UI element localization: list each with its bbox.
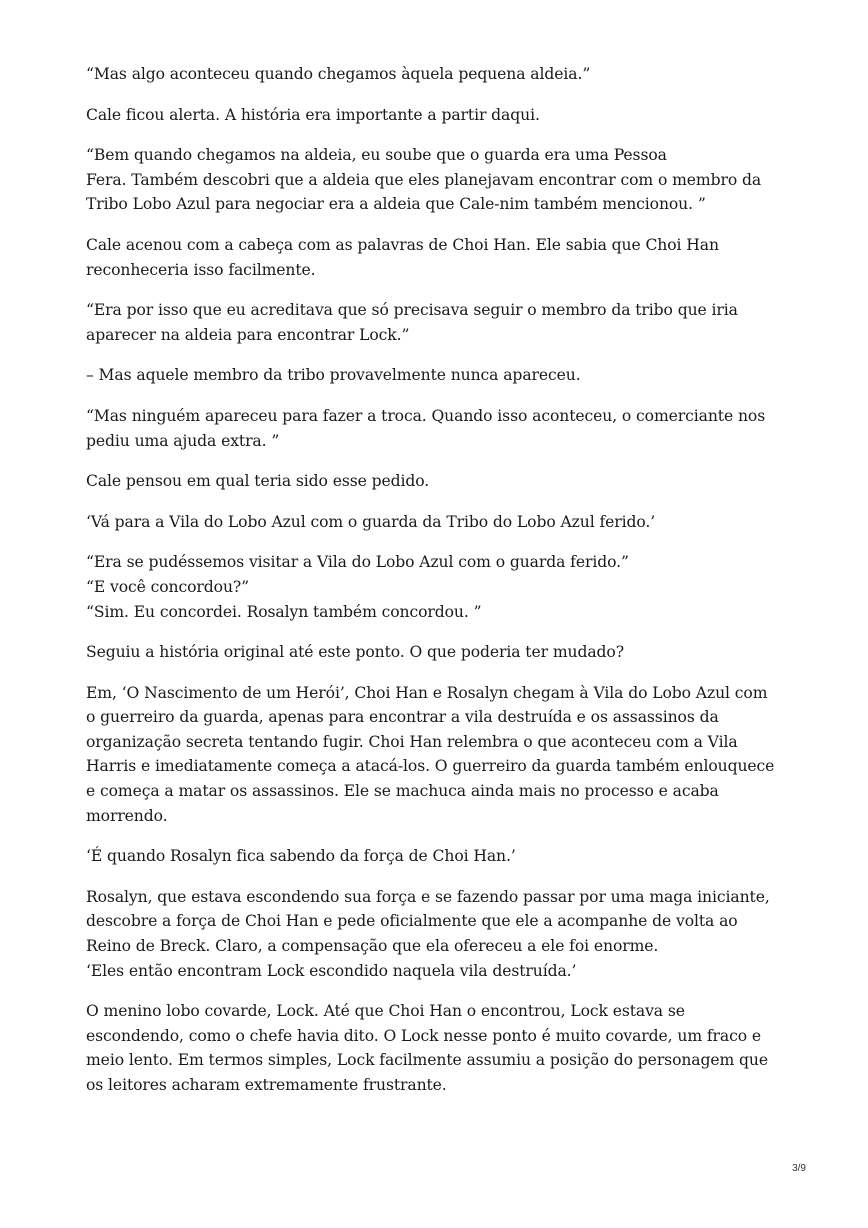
text-line: Cale pensou em qual teria sido esse pedido. (86, 472, 430, 491)
text-line: Harris e imediatamente começa a atacá-los. O guerreiro da guarda também enlouquece (86, 757, 775, 776)
paragraph-13 (86, 844, 786, 869)
paragraph-6 (86, 363, 786, 388)
text-line: o guerreiro da guarda, apenas para encontrar a vila destruída e os assassinos da (86, 708, 719, 727)
text-line: escondendo, como o chefe havia dito. O Lock nesse ponto é muito covarde, um fraco e (86, 1026, 761, 1045)
text-line: os leitores acharam extremamente frustrante. (86, 1076, 447, 1094)
text-line: Seguiu a história original até este ponto. O que poderia ter mudado? (86, 643, 624, 662)
text-line: “Mas ninguém apareceu para fazer a troca. Quando isso aconteceu, o comerciante nos (86, 406, 766, 425)
paragraph-7 (86, 404, 786, 453)
paragraph-10 (86, 550, 786, 624)
page-number: 3/9 (792, 1163, 806, 1174)
paragraph-1 (86, 62, 786, 87)
text-line: Cale acenou com a cabeça com as palavras de Choi Han. Ele sabia que Choi Han (86, 235, 719, 254)
text-line: Em, ‘O Nascimento de um Herói’, Choi Han e Rosalyn chegam à Vila do Lobo Azul com (86, 683, 768, 702)
text-line: ‘Eles então encontram Lock escondido naquela vila destruída.’ (86, 961, 577, 980)
paragraph-14 (86, 885, 786, 983)
text-line: meio lento. Em termos simples, Lock facilmente assumiu a posição do personagem que (86, 1051, 769, 1070)
paragraph-2 (86, 103, 786, 128)
text-line: “Bem quando chegamos na aldeia, eu soube que o guarda era uma Pessoa (86, 146, 667, 165)
text-line: “Sim. Eu concordei. Rosalyn também concordou. ” (86, 602, 482, 621)
text-line: ‘É quando Rosalyn fica sabendo da força de Choi Han.’ (86, 847, 516, 866)
text-line: aparecer na aldeia para encontrar Lock.” (86, 325, 410, 344)
paragraph-12 (86, 681, 786, 829)
text-line: “Mas algo aconteceu quando chegamos àquela pequena aldeia.” (86, 65, 591, 83)
text-line: “E você concordou?” (86, 577, 250, 596)
text-line: – Mas aquele membro da tribo provavelmente nunca apareceu. (86, 366, 581, 385)
text-line: ‘Vá para a Vila do Lobo Azul com o guarda da Tribo do Lobo Azul ferido.’ (86, 512, 656, 531)
paragraph-9 (86, 510, 786, 535)
paragraph-8 (86, 469, 786, 494)
text-line: descobre a força de Choi Han e pede oficialmente que ele a acompanhe de volta ao (86, 912, 738, 931)
paragraph-3 (86, 143, 786, 217)
text-line: Reino de Breck. Claro, a compensação que ela ofereceu a ele foi enorme. (86, 937, 659, 956)
text-line: pediu uma ajuda extra. ” (86, 431, 280, 450)
text-line: Cale ficou alerta. A história era importante a partir daqui. (86, 105, 540, 124)
text-line: Rosalyn, que estava escondendo sua força e se fazendo passar por uma maga iniciante, (86, 887, 770, 906)
paragraph-15 (86, 999, 786, 1097)
text-line: e começa a matar os assassinos. Ele se machuca ainda mais no processo e acaba (86, 782, 719, 801)
text-line: morrendo. (86, 806, 168, 825)
text-line: Tribo Lobo Azul para negociar era a aldeia que Cale-nim também mencionou. ” (86, 195, 706, 214)
text-line: “Era se pudéssemos visitar a Vila do Lobo Azul com o guarda ferido.” (86, 553, 629, 572)
paragraph-5 (86, 298, 786, 347)
paragraph-4 (86, 233, 786, 282)
paragraph-11 (86, 640, 786, 665)
text-line: O menino lobo covarde, Lock. Até que Choi Han o encontrou, Lock estava se (86, 1002, 685, 1021)
text-line: Fera. Também descobri que a aldeia que eles planejavam encontrar com o membro da (86, 170, 762, 189)
document-body (86, 62, 786, 1114)
text-line: organização secreta tentando fugir. Choi Han relembra o que aconteceu com a Vila (86, 732, 738, 751)
text-line: reconheceria isso facilmente. (86, 260, 316, 279)
text-line: “Era por isso que eu acreditava que só precisava seguir o membro da tribo que iria (86, 301, 738, 320)
